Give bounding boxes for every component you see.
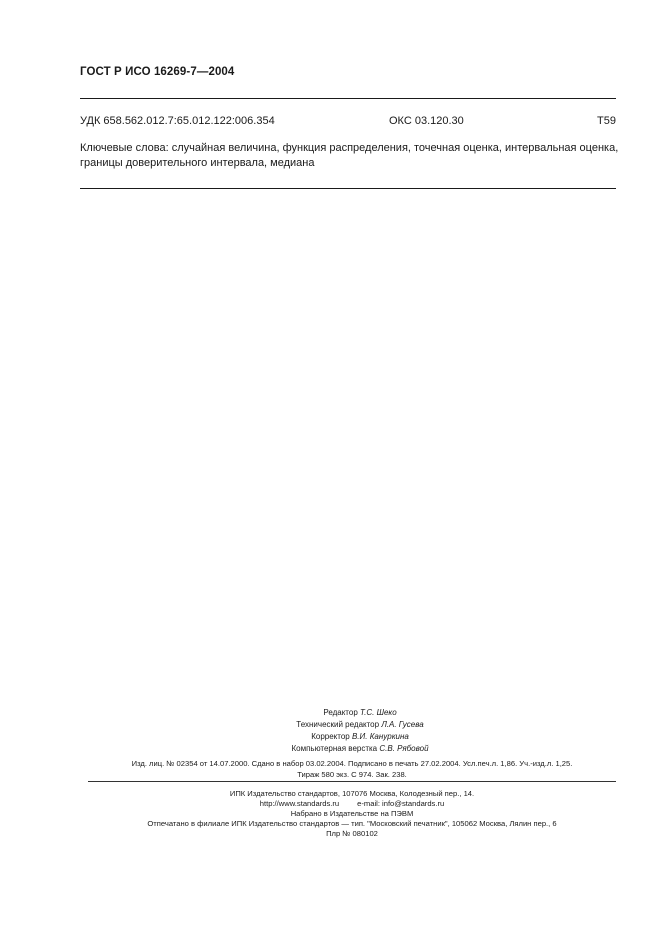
press-contacts	[88, 799, 616, 809]
corrector-name: В.И. Кануркина	[351, 732, 409, 741]
footer-rule	[88, 781, 616, 782]
layout-name: С.В. Рябовой	[379, 744, 429, 753]
publication-line-2: Тираж 580 экз. С 974. Зак. 238.	[297, 770, 407, 779]
press-printed: Отпечатано в филиале ИПК Издательство стандартов — тип. "Московский печатник", 105062 Москва, Лялин пер., 6	[147, 819, 557, 828]
editor-name: Т.С. Шеко	[360, 708, 397, 717]
top-rule	[80, 98, 616, 99]
document-id: ГОСТ Р ИСО 16269-7—2004	[80, 66, 235, 78]
publication-info	[88, 758, 616, 780]
keywords-text: случайная величина, функция распределения, точечная оценка, интервальная оценка, границы доверительного интервала, медиана	[80, 142, 619, 169]
credit-editor: Редактор Т.С. Шеко	[323, 708, 397, 717]
credit-tech-editor: Технический редактор Л.А. Гусева	[296, 720, 424, 729]
press-info	[88, 789, 616, 839]
keywords-label: Ключевые слова:	[80, 142, 169, 154]
credit-corrector: Корректор В.И. Кануркина	[311, 732, 409, 741]
press-typeset: Набрано в Издательстве на ПЭВМ	[290, 809, 414, 818]
bottom-rule	[80, 188, 616, 189]
udk-code: УДК 658.562.012.7:65.012.122:006.354	[80, 115, 275, 127]
publication-line-1: Изд. лиц. № 02354 от 14.07.2000. Сдано в набор 03.02.2004. Подписано в печать 27.02.2004. Усл.печ.л. 1,86. Уч.-изд.л. 1,25.	[131, 759, 573, 768]
credits-block	[210, 707, 510, 755]
credit-layout: Компьютерная верстка С.В. Рябовой	[291, 744, 429, 753]
classifier-code: Т59	[597, 115, 616, 127]
press-plr: Плр № 080102	[326, 829, 378, 838]
press-website: http://www.standards.ru	[259, 799, 340, 808]
keywords	[80, 141, 620, 171]
press-email: e-mail: info@standards.ru	[357, 799, 445, 808]
tech-editor-name: Л.А. Гусева	[381, 720, 424, 729]
press-address: ИПК Издательство стандартов, 107076 Москва, Колодезный пер., 14.	[229, 789, 475, 798]
oks-code: ОКС 03.120.30	[389, 115, 464, 127]
